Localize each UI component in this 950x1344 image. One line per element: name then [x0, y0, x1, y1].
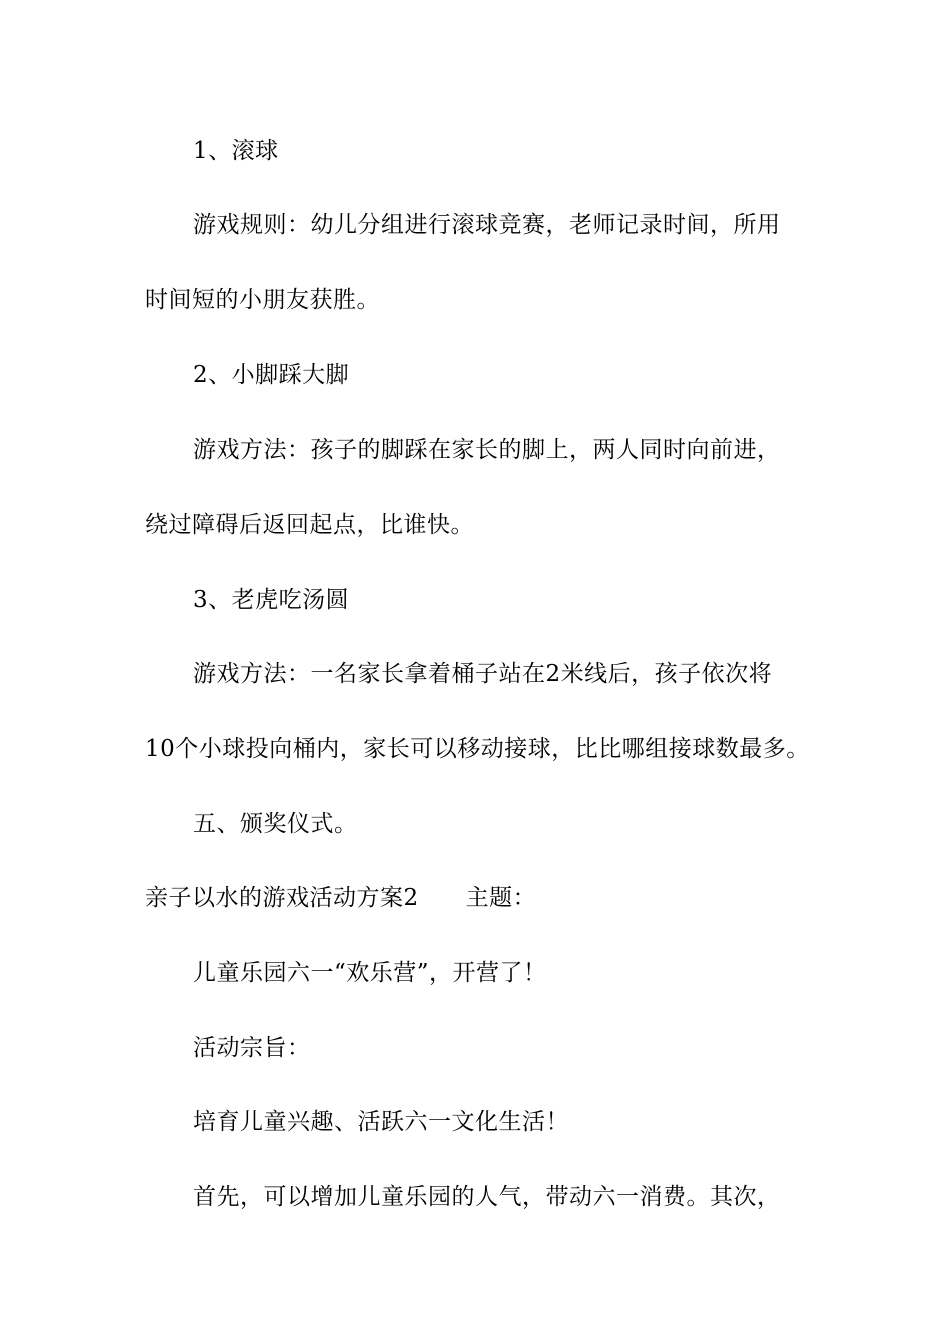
paragraph-line: 1、滚球 [193, 138, 279, 164]
paragraph-line: 培育儿童兴趣、活跃六一文化生活！ [193, 1109, 569, 1135]
paragraph-line: 游戏方法：一名家长拿着桶子站在2米线后，孩子依次将 [193, 661, 773, 687]
paragraph-line: 3、老虎吃汤圆 [193, 587, 350, 613]
paragraph-line: 游戏规则：幼儿分组进行滚球竞赛，老师记录时间，所用 [193, 212, 781, 238]
paragraph-line: 2、小脚踩大脚 [193, 362, 350, 388]
section-heading: 亲子以水的游戏活动方案2 主题： [145, 885, 537, 911]
paragraph-line: 游戏方法：孩子的脚踩在家长的脚上，两人同时向前进， [193, 437, 781, 463]
paragraph-line: 首先，可以增加儿童乐园的人气，带动六一消费。其次， [193, 1184, 781, 1210]
paragraph-line: 10个小球投向桶内，家长可以移动接球，比比哪组接球数最多。 [145, 736, 810, 762]
paragraph-line: 时间短的小朋友获胜。 [145, 287, 380, 313]
paragraph-line: 五、颁奖仪式。 [193, 811, 358, 837]
paragraph-line: 儿童乐园六一“欢乐营”，开营了！ [193, 960, 547, 986]
paragraph-line: 活动宗旨： [193, 1035, 311, 1061]
paragraph-line: 绕过障碍后返回起点，比谁快。 [145, 512, 474, 538]
